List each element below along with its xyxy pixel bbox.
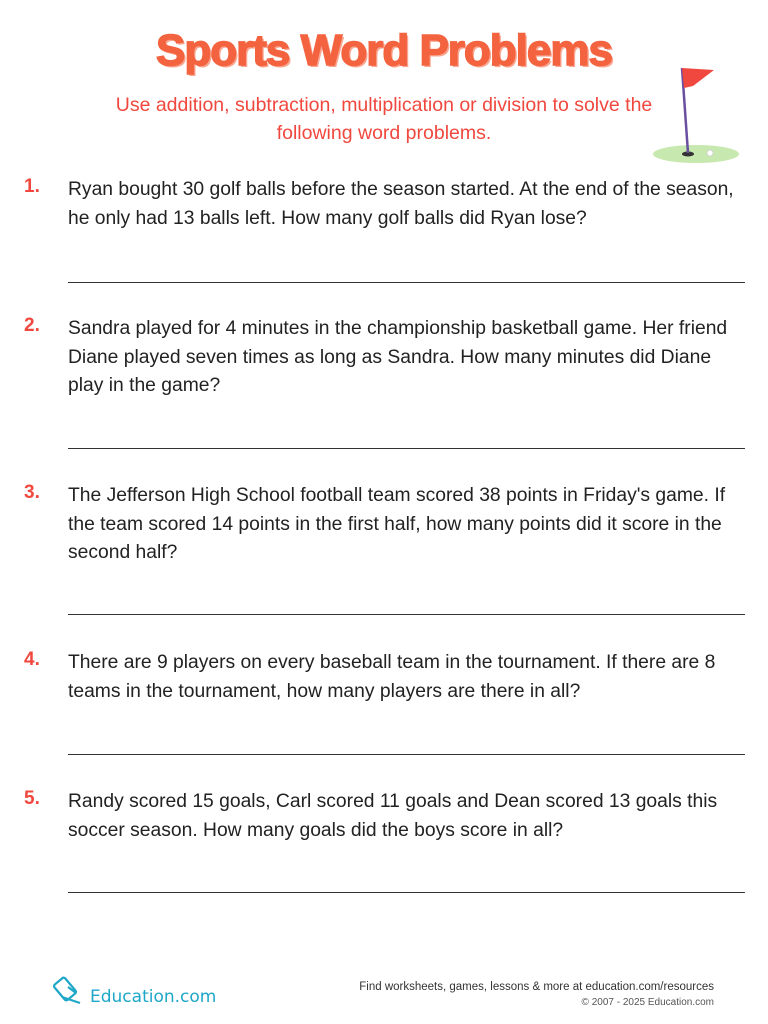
problem-number: 1. bbox=[24, 176, 40, 197]
problem-text: Ryan bought 30 golf balls before the season started. At the end of the season, he only had 13 balls left. How many golf balls did Ryan lose? bbox=[68, 179, 734, 229]
education-logo-icon bbox=[52, 973, 86, 1007]
page-title: Sports Word Problems bbox=[156, 26, 612, 75]
problem-text: Sandra played for 4 minutes in the championship basketball game. Her friend Diane played seven times as long as Sandra. How many minutes did Diane play in the game? bbox=[68, 318, 728, 396]
copyright: © 2007 - 2025 Education.com bbox=[581, 997, 714, 1008]
problem-number: 2. bbox=[24, 315, 40, 336]
answer-line-2[interactable] bbox=[68, 448, 745, 449]
problem-number: 3. bbox=[24, 482, 40, 503]
golf-flag-icon bbox=[648, 62, 742, 168]
footer-info bbox=[359, 980, 714, 1010]
problem-text: The Jefferson High School football team scored 38 points in Friday's game. If the team scored 14 points in the first half, how many points did it score in the second half? bbox=[68, 485, 726, 563]
answer-line-3[interactable] bbox=[68, 614, 745, 615]
answer-line-4[interactable] bbox=[68, 754, 745, 755]
problem-text: Randy scored 15 goals, Carl scored 11 goals and Dean scored 13 goals this soccer season. How many goals did the boys score in all? bbox=[68, 791, 718, 841]
instructions: Use addition, subtraction, multiplication or division to solve the following word problems. bbox=[115, 94, 653, 144]
resources-link[interactable]: Find worksheets, games, lessons & more at education.com/resources bbox=[359, 981, 714, 993]
answer-line-1[interactable] bbox=[68, 282, 745, 283]
problem-number: 4. bbox=[24, 649, 40, 670]
problem-text: There are 9 players on every baseball team in the tournament. If there are 8 teams in the tournament, how many players are there in all? bbox=[68, 652, 716, 702]
education-logo[interactable] bbox=[52, 973, 217, 1009]
answer-line-5[interactable] bbox=[68, 892, 745, 893]
problem-number: 5. bbox=[24, 788, 40, 809]
logo-text: Education.com bbox=[90, 987, 217, 1007]
